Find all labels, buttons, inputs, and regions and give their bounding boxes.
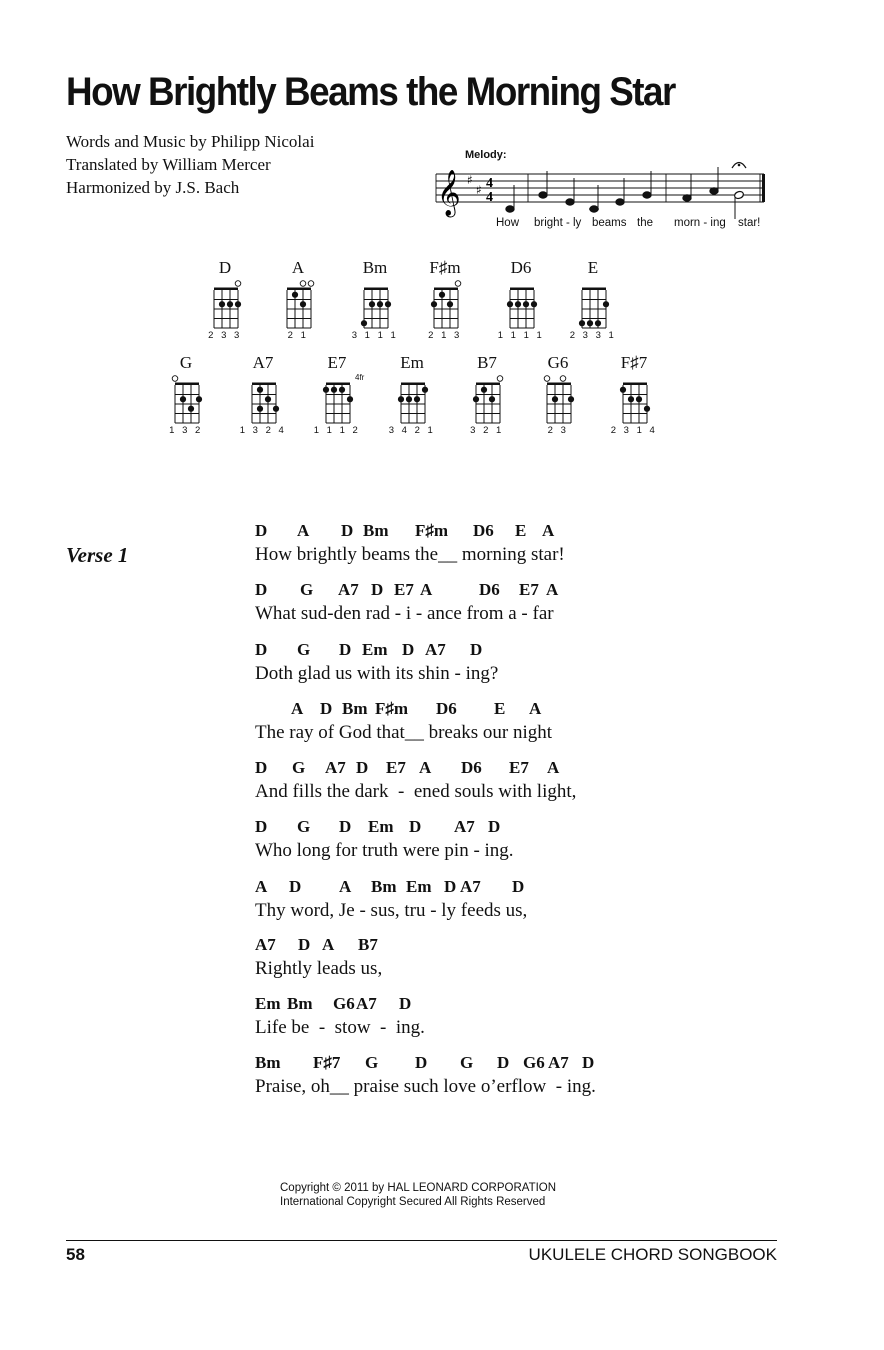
chord-symbol: G6 [523,1053,545,1072]
chord-symbol: A [255,877,268,896]
chord-symbol: F♯7 [313,1053,341,1072]
finger-dot [188,406,194,412]
chord-symbol: Bm [255,1053,281,1072]
verse-line [255,699,815,749]
chord-diagram-name: A [291,258,305,277]
chord-symbol: D [444,877,457,896]
fretboard-grid [410,280,480,330]
svg-text:♯: ♯ [476,183,482,197]
chord-diagram [302,353,372,443]
chord-symbol: D [320,699,333,718]
chord-symbol: F♯m [415,521,449,540]
finger-dot [406,396,412,402]
chord-symbol: D6 [461,758,482,777]
chord-symbol: G6 [333,994,355,1013]
lyric-line: Life be - stow - ing. [255,1017,425,1038]
melody-lyric: morn - ing [674,217,726,229]
fretboard-grid [452,375,522,425]
finger-dot [568,396,574,402]
chord-diagram [452,353,522,443]
finger-dot [523,301,529,307]
fingering-numbers: 2 1 [287,330,309,341]
chord-symbol: B7 [358,935,378,954]
chord-symbol: Bm [287,994,313,1013]
chord-row [255,758,815,780]
finger-dot [431,301,437,307]
verse-line [255,640,815,690]
chord-symbol: G [292,758,306,777]
fretboard-grid [302,375,372,425]
verse-line [255,580,815,630]
finger-dot [219,301,225,307]
finger-dot [447,301,453,307]
chord-symbol: D [409,817,422,836]
finger-dot [587,320,593,326]
chord-symbol: D [255,580,268,599]
finger-dot [361,320,367,326]
finger-dot [180,396,186,402]
verse-line [255,817,815,867]
fingering-numbers: 2 3 3 [208,330,242,341]
chord-row [255,935,815,957]
chord-symbol: D [341,521,354,540]
copyright-line: Copyright © 2011 by HAL LEONARD CORPORATION [280,1182,557,1194]
finger-dot [273,406,279,412]
chord-symbol: A [291,699,304,718]
chord-row [255,580,815,602]
chord-symbol: D [415,1053,428,1072]
chord-symbol: Em [406,877,432,896]
chord-symbol: A [420,580,433,599]
svg-text:4: 4 [486,176,493,191]
fingering-numbers: 3 2 1 [470,425,504,436]
chord-diagram-name: G [179,353,193,372]
music-credit: Words and Music by Philipp Nicolai [66,132,315,151]
fretboard-grid [523,375,593,425]
finger-dot [331,387,337,393]
fretboard-grid [263,280,333,330]
footer-rule [66,1240,777,1241]
chord-diagram-name: Bm [362,258,388,277]
chord-row [255,817,815,839]
chord-symbol: Bm [363,521,389,540]
verse-line [255,521,815,571]
finger-dot [628,396,634,402]
finger-dot [347,396,353,402]
translation-credit: Translated by William Mercer [66,155,271,174]
melody-lyric: star! [738,217,761,229]
chord-symbol: D [497,1053,510,1072]
chord-symbol: E [515,521,527,540]
chord-symbol: A7 [356,994,377,1013]
finger-dot [422,387,428,393]
chord-symbol: G [460,1053,474,1072]
fretboard-grid [558,280,628,330]
fingering-numbers: 2 1 3 [428,330,462,341]
chord-diagram [410,258,480,348]
chord-row [255,1053,815,1075]
chord-diagram [263,258,333,348]
chord-symbol: E7 [519,580,539,599]
chord-symbol: Bm [371,877,397,896]
fretboard-grid [377,375,447,425]
lyric-line: And fills the dark - ened souls with light, [255,781,577,802]
fretboard-grid [340,280,410,330]
chord-diagram [340,258,410,348]
chord-symbol: A7 [454,817,475,836]
book-title: UKULELE CHORD SONGBOOK [528,1245,777,1264]
fretboard-grid [190,280,260,330]
chord-symbol: D [582,1053,595,1072]
chord-symbol: D [289,877,302,896]
finger-dot [595,320,601,326]
chord-row [255,994,815,1016]
chord-row [255,640,815,662]
chord-diagram [486,258,556,348]
chord-diagram-name: E [587,258,599,277]
chord-symbol: D [339,640,352,659]
chord-diagram [599,353,669,443]
chord-diagram [151,353,221,443]
verse-line [255,758,815,808]
svg-text:♯: ♯ [467,173,473,187]
chord-diagram-name: E7 [327,353,347,372]
chord-diagram-name: F♯m [429,258,461,277]
chord-symbol: A [339,877,352,896]
finger-dot [636,396,642,402]
finger-dot [603,301,609,307]
chord-symbol: A [529,699,542,718]
melody-label: Melody: [465,149,507,161]
chord-diagram-name: D6 [510,258,532,277]
chord-symbol: D6 [479,580,500,599]
svg-text:𝄞: 𝄞 [437,170,461,216]
chord-row [255,521,815,543]
finger-dot [507,301,513,307]
finger-dot [644,406,650,412]
chord-row [255,877,815,899]
lyric-line: Praise, oh__ praise such love o’erflow - ing. [255,1076,596,1097]
lyric-line: Thy word, Je - sus, tru - ly feeds us, [255,900,528,921]
fretboard-grid [151,375,221,425]
fingering-numbers: 1 1 1 2 [313,425,361,436]
song-title: How Brightly Beams the Morning Star [66,70,675,114]
chord-diagram-name: B7 [477,353,497,372]
fingering-numbers: 2 3 1 4 [610,425,658,436]
finger-dot [481,387,487,393]
chord-symbol: A7 [548,1053,569,1072]
harmony-credit: Harmonized by J.S. Bach [66,178,240,197]
finger-dot [579,320,585,326]
finger-dot [620,387,626,393]
finger-dot [489,396,495,402]
fingering-numbers: 1 1 1 1 [497,330,545,341]
chord-symbol: A [322,935,335,954]
chord-symbol: A7 [425,640,446,659]
fretboard-grid [599,375,669,425]
chord-symbol: A7 [325,758,346,777]
finger-dot [300,301,306,307]
chord-symbol: D [402,640,415,659]
chord-row [255,699,815,721]
finger-dot [292,292,298,298]
verse-line [255,1053,815,1103]
finger-dot [339,387,345,393]
chord-symbol: G [365,1053,379,1072]
finger-dot [473,396,479,402]
svg-text:4: 4 [486,190,493,205]
chord-diagram [558,258,628,348]
copyright-notice [280,1181,556,1209]
chord-symbol: D [255,640,268,659]
finger-dot [257,406,263,412]
lyric-line: What sud-den rad - i - ance from a - far [255,603,554,624]
chord-diagram [190,258,260,348]
chord-symbol: Bm [342,699,368,718]
chord-diagram [228,353,298,443]
page-number: 58 [66,1245,85,1264]
verse-line [255,994,815,1044]
melody-lyric: bright - ly [534,217,582,229]
chord-symbol: D [371,580,384,599]
finger-dot [515,301,521,307]
fingering-numbers: 3 1 1 1 [351,330,399,341]
chord-symbol: A7 [255,935,276,954]
finger-dot [377,301,383,307]
chord-symbol: D [512,877,525,896]
chord-symbol: D [339,817,352,836]
chord-symbol: A [546,580,559,599]
chord-symbol: G [297,817,311,836]
finger-dot [323,387,329,393]
chord-symbol: Em [255,994,281,1013]
fretboard-grid [228,375,298,425]
credits-block [66,130,314,199]
finger-dot [369,301,375,307]
chord-symbol: A7 [460,877,481,896]
chord-symbol: Em [368,817,394,836]
chord-symbol: E7 [509,758,529,777]
chord-symbol: E7 [394,580,414,599]
chord-symbol: D [488,817,501,836]
chord-symbol: D [298,935,311,954]
chord-symbol: D [399,994,412,1013]
chord-diagram-name: A7 [252,353,274,372]
chord-symbol: A [542,521,555,540]
chord-diagram-name: F♯7 [620,353,648,372]
finger-dot [385,301,391,307]
finger-dot [439,292,445,298]
chord-diagram [523,353,593,443]
melody-staff [434,146,774,236]
finger-dot [414,396,420,402]
chord-symbol: A [297,521,310,540]
section-label: Verse 1 [66,543,129,567]
lyric-line: How brightly beams the__ morning star! [255,544,565,565]
chord-symbol: D [255,758,268,777]
finger-dot [531,301,537,307]
finger-dot [196,396,202,402]
chord-symbol: D [470,640,483,659]
melody-lyric: the [637,217,653,229]
lyric-line: Who long for truth were pin - ing. [255,840,514,861]
lyric-line: Rightly leads us, [255,958,383,979]
verse-line [255,935,815,985]
fingering-numbers: 2 3 [547,425,569,436]
chord-symbol: D6 [473,521,494,540]
chord-symbol: F♯m [375,699,409,718]
chord-diagram-name: Em [400,353,424,372]
fingering-numbers: 1 3 2 [169,425,203,436]
fingering-numbers: 1 3 2 4 [239,425,287,436]
finger-dot [552,396,558,402]
chord-symbol: D [255,521,268,540]
chord-symbol: D6 [436,699,457,718]
chord-diagram [377,353,447,443]
verse-line [255,877,815,927]
chord-symbol: D [255,817,268,836]
chord-symbol: Em [362,640,388,659]
fretboard-grid [486,280,556,330]
lyric-line: Doth glad us with its shin - ing? [255,663,499,684]
finger-dot [265,396,271,402]
fret-position-label: 4fr [355,373,365,382]
chord-symbol: A [419,758,432,777]
melody-lyric: How [496,217,520,229]
copyright-line: International Copyright Secured All Rights Reserved [280,1196,546,1208]
chord-symbol: E7 [386,758,406,777]
melody-lyric: beams [592,217,627,229]
chord-symbol: D [356,758,369,777]
chord-symbol: A [547,758,560,777]
chord-symbol: E [494,699,506,718]
chord-diagram-name: D [218,258,232,277]
lyric-line: The ray of God that__ breaks our night [255,722,553,743]
finger-dot [398,396,404,402]
chord-symbol: A7 [338,580,359,599]
finger-dot [227,301,233,307]
chord-symbol: G [297,640,311,659]
finger-dot [235,301,241,307]
fingering-numbers: 2 3 3 1 [569,330,617,341]
chord-diagram-name: G6 [547,353,569,372]
finger-dot [257,387,263,393]
chord-symbol: G [300,580,314,599]
fingering-numbers: 3 4 2 1 [388,425,436,436]
